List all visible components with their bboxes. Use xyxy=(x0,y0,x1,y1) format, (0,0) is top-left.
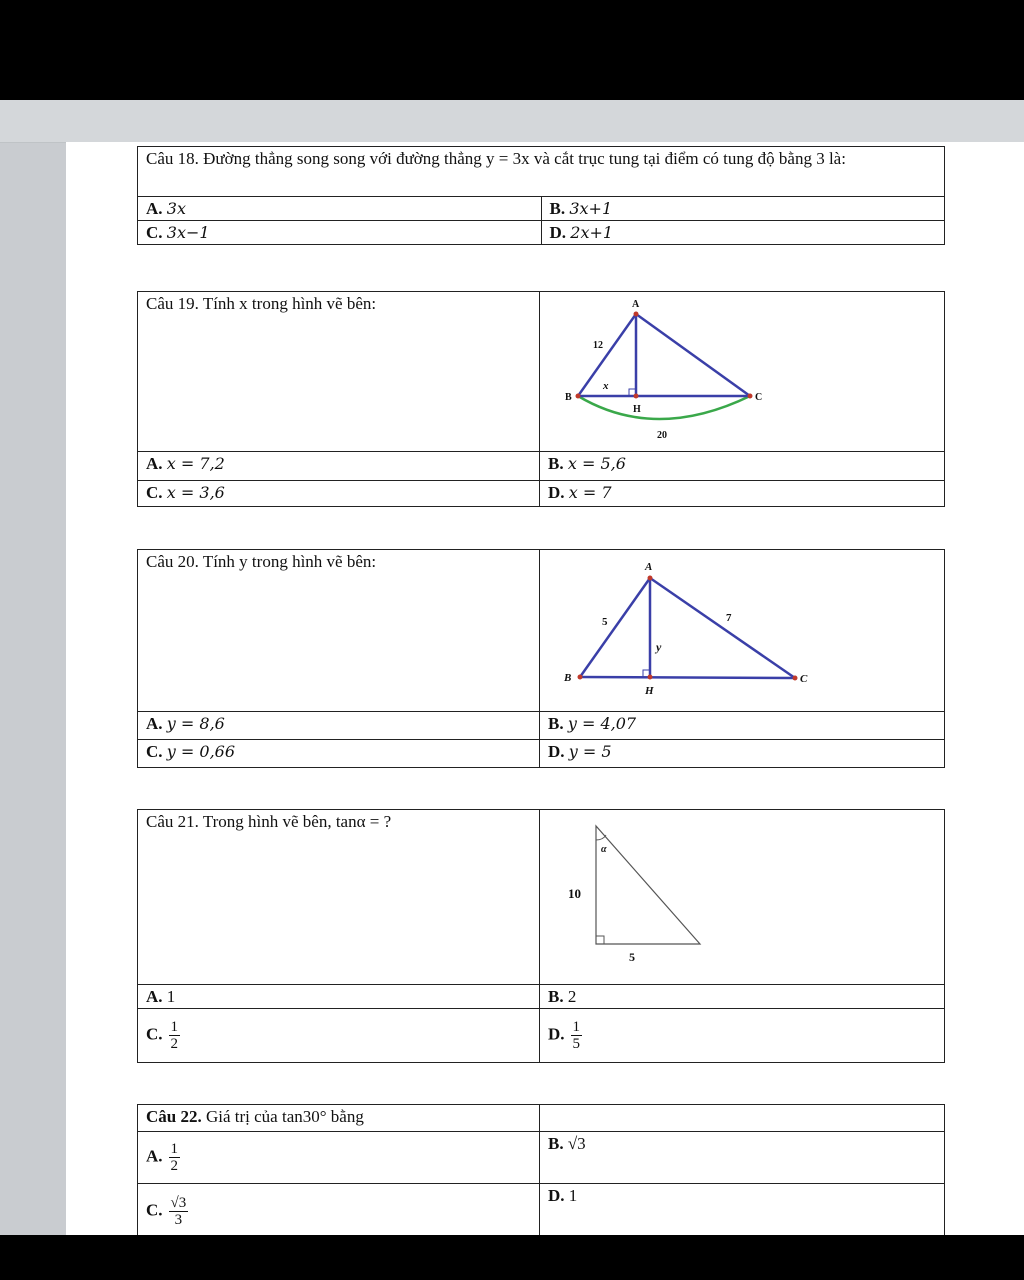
document-canvas[interactable] xyxy=(0,100,1024,1235)
q21-c-fraction: $\frac{1}{2}$ xyxy=(170,1019,179,1052)
q20-option-b[interactable]: B. y = 4,07 xyxy=(540,712,945,740)
q20-side-bc xyxy=(580,677,795,678)
q22-option-c[interactable]: C. $\frac{√3}{3}$ xyxy=(138,1184,540,1236)
q19-label-h: H xyxy=(633,404,641,415)
q22-option-b[interactable]: B. √3 xyxy=(540,1132,945,1184)
q19-arc xyxy=(578,396,750,419)
q18-option-a[interactable]: A. 3x xyxy=(138,197,542,221)
q21-label-base: 5 xyxy=(629,950,635,964)
q20-side-ac xyxy=(650,578,795,678)
q20-option-c[interactable]: C. y = 0,66 xyxy=(138,740,540,768)
q20-point-c xyxy=(793,676,798,681)
question-20-text: Câu 20. Tính y trong hình vẽ bên: xyxy=(138,550,540,712)
q22-option-a[interactable]: A. $\frac{1}{2}$ xyxy=(138,1132,540,1184)
q20-point-a xyxy=(648,576,653,581)
q20-label-c: C xyxy=(800,673,808,685)
question-22-text: Câu 22. Giá trị của tan30° bằng xyxy=(138,1105,540,1132)
q22-a-fraction: $\frac{1}{2}$ xyxy=(170,1141,179,1174)
question-22-empty-cell xyxy=(540,1105,945,1132)
q19-option-a[interactable]: A. x = 7,2 xyxy=(138,452,540,481)
question-21-table xyxy=(137,809,945,1063)
toolbar-strip xyxy=(0,100,1024,143)
q20-point-b xyxy=(578,675,583,680)
q20-label-h: H xyxy=(645,685,654,697)
question-18-text: Câu 18. Đường thẳng song song với đường thẳng y = 3x và cắt trục tung tại điểm có tung độ bằng 3 là: xyxy=(138,147,945,197)
q19-label-side: 12 xyxy=(593,340,603,351)
question-18-table xyxy=(137,146,945,245)
q19-label-base: 20 xyxy=(657,430,667,441)
q18-option-c[interactable]: C. 3x−1 xyxy=(138,221,542,245)
q19-point-h xyxy=(634,394,639,399)
question-21-figure xyxy=(540,810,945,985)
q20-label-b: B xyxy=(564,672,572,684)
question-20-figure xyxy=(540,550,945,712)
q19-label-b: B xyxy=(565,392,572,403)
q22-c-fraction: $\frac{√3}{3}$ xyxy=(170,1195,187,1228)
q19-triangle-diagram xyxy=(540,292,944,447)
q21-option-d[interactable]: D. $\frac{1}{5}$ xyxy=(540,1009,945,1063)
question-19-table xyxy=(137,291,945,507)
q21-d-fraction: $\frac{1}{5}$ xyxy=(572,1019,581,1052)
q20-point-h xyxy=(648,675,653,680)
q20-option-a[interactable]: A. y = 8,6 xyxy=(138,712,540,740)
q19-label-x: x xyxy=(603,380,609,392)
q20-label-a: A xyxy=(645,561,653,573)
q20-label-ac: 7 xyxy=(726,612,732,624)
question-19-text: Câu 19. Tính x trong hình vẽ bên: xyxy=(138,292,540,452)
q21-triangle-diagram xyxy=(540,810,944,980)
bottom-black-bar xyxy=(0,1235,1024,1280)
q20-triangle-diagram xyxy=(540,550,944,707)
q21-label-height: 10 xyxy=(568,886,581,901)
q19-option-c[interactable]: C. x = 3,6 xyxy=(138,481,540,507)
q20-option-d[interactable]: D. y = 5 xyxy=(540,740,945,768)
q19-side-ac xyxy=(636,314,750,396)
q19-point-c xyxy=(748,394,753,399)
q18-option-d[interactable]: D. 2x+1 xyxy=(541,221,945,245)
q21-option-b[interactable]: B. 2 xyxy=(540,985,945,1009)
q21-option-c[interactable]: C. $\frac{1}{2}$ xyxy=(138,1009,540,1063)
question-22-table xyxy=(137,1104,945,1235)
q20-label-ab: 5 xyxy=(602,616,608,628)
q21-option-a[interactable]: A. 1 xyxy=(138,985,540,1009)
q19-option-d[interactable]: D. x = 7 xyxy=(540,481,945,507)
question-20-table xyxy=(137,549,945,768)
q19-point-b xyxy=(576,394,581,399)
question-21-text: Câu 21. Trong hình vẽ bên, tanα = ? xyxy=(138,810,540,985)
q21-right-angle-mark xyxy=(596,936,604,944)
q21-right-triangle xyxy=(596,826,700,944)
document-page[interactable] xyxy=(66,142,1024,1235)
q20-label-y: y xyxy=(656,640,662,654)
q20-side-ab xyxy=(580,578,650,677)
q21-label-alpha: α xyxy=(601,844,607,855)
q19-point-a xyxy=(634,312,639,317)
q19-label-c: C xyxy=(755,392,763,403)
question-19-figure xyxy=(540,292,945,452)
q18-option-b[interactable]: B. 3x+1 xyxy=(541,197,945,221)
q19-label-a: A xyxy=(632,299,640,310)
top-black-bar xyxy=(0,0,1024,100)
q19-option-b[interactable]: B. x = 5,6 xyxy=(540,452,945,481)
q22-option-d[interactable]: D. 1 xyxy=(540,1184,945,1236)
